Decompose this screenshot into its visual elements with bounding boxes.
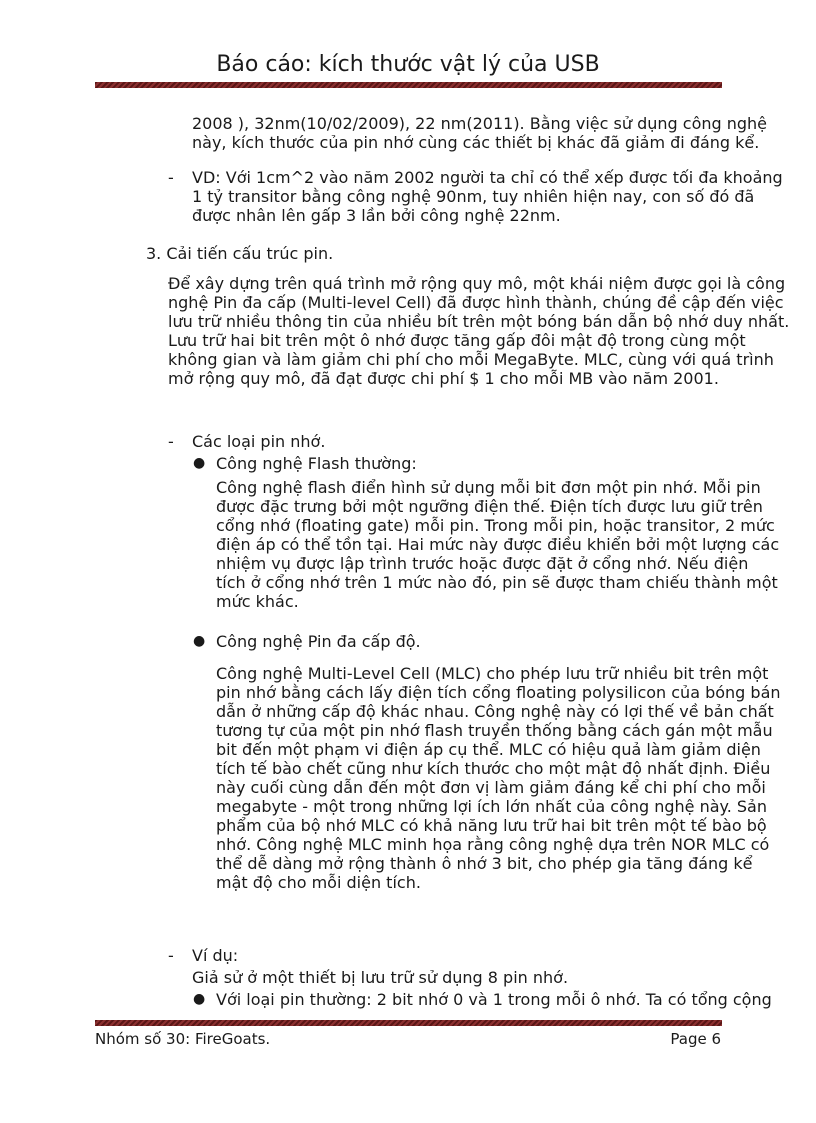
section-3-heading: 3. Cải tiến cấu trúc pin. — [146, 244, 334, 263]
mlc-paragraph: Công nghệ Multi-Level Cell (MLC) cho phép lưu trữ nhiều bit trên một pin nhớ bằng cách lấy điện tích cổng floating polysilicon của bóng bán dẫn ở những cấp độ khác nhau. Công nghệ này có lợi thế về bản chất tương tự của một pin nhớ flash truyền thống bằng cách gán một mẫu bit đến một phạm vi điện áp cụ thể. MLC có hiệu quả làm giảm diện tích tế bào chết cũng như kích thước cho một mật độ nhất định. Điều này cuối cùng dẫn đến một đơn vị làm giảm đáng kể chi phí cho mỗi megabyte - một trong những lợi ích lớn nhất của công nghệ này. Sản phẩm của bộ nhớ MLC có khả năng lưu trữ hai bit trên một tế bào bộ nhớ. Công nghệ MLC minh họa rằng công nghệ dựa trên NOR MLC có thể dễ dàng mở rộng thành ô nhớ 3 bit, cho phép gia tăng đáng kể mật độ cho mỗi diện tích. — [216, 664, 781, 892]
bullet-dot: ● — [193, 455, 206, 471]
header-divider — [95, 82, 722, 88]
section-3-paragraph: Để xây dựng trên quá trình mở rộng quy mô, một khái niệm được gọi là công nghệ Pin đa cấp (Multi-level Cell) đã được hình thành, chúng đề cập đến việc lưu trữ nhiều thông tin của nhiều bít trên một bóng bán dẫn bộ nhớ duy nhất. Lưu trữ hai bit trên một ô nhớ được tăng gấp đôi mật độ trong cùng một không gian và làm giảm chi phí cho mỗi MegaByte. MLC, cùng với quá trình mở rộng quy mô, đã đạt được chi phí $ 1 cho mỗi MB vào năm 2001. — [168, 274, 790, 388]
dash-marker: - — [168, 432, 174, 451]
bullet-dot: ● — [193, 991, 206, 1007]
types-heading: Các loại pin nhớ. — [192, 432, 326, 451]
continuation-paragraph: 2008 ), 32nm(10/02/2009), 22 nm(2011). Bằng việc sử dụng công nghệ này, kích thước của pin nhớ cùng các thiết bị khác đã giảm đi đáng kể. — [192, 114, 768, 152]
example-bullet: Với loại pin thường: 2 bit nhớ 0 và 1 trong mỗi ô nhớ. Ta có tổng cộng — [216, 990, 772, 1009]
flash-bullet: Công nghệ Flash thường: — [216, 454, 417, 473]
footer-divider — [95, 1020, 722, 1026]
dash-marker: - — [168, 946, 174, 965]
vd-paragraph: VD: Với 1cm^2 vào năm 2002 người ta chỉ có thể xếp được tối đa khoảng 1 tỷ transitor bằng công nghệ 90nm, tuy nhiên hiện nay, con số đó đã được nhân lên gấp 3 lần bởi công nghệ 22nm. — [192, 168, 783, 225]
mlc-bullet: Công nghệ Pin đa cấp độ. — [216, 632, 421, 651]
example-line: Giả sử ở một thiết bị lưu trữ sử dụng 8 pin nhớ. — [192, 968, 569, 987]
flash-paragraph: Công nghệ flash điển hình sử dụng mỗi bit đơn một pin nhớ. Mỗi pin được đặc trưng bởi một ngưỡng điện thế. Điện tích được lưu giữ trên cổng nhớ (floating gate) mỗi pin. Trong mỗi pin, hoặc transitor, 2 mức điện áp có thể tồn tại. Hai mức này được điều khiển bởi một lượng các nhiệm vụ được lập trình trước hoặc được đặt ở cổng nhớ. Nếu điện tích ở cổng nhớ trên 1 mức nào đó, pin sẽ được tham chiếu thành một mức khác. — [216, 478, 780, 611]
footer-group-name: Nhóm số 30: FireGoats. — [95, 1030, 271, 1048]
dash-marker: - — [168, 168, 174, 187]
footer-page-number: Page 6 — [670, 1030, 721, 1048]
bullet-dot: ● — [193, 633, 206, 649]
page-header-title: Báo cáo: kích thước vật lý của USB — [216, 52, 600, 77]
example-heading: Ví dụ: — [192, 946, 239, 965]
